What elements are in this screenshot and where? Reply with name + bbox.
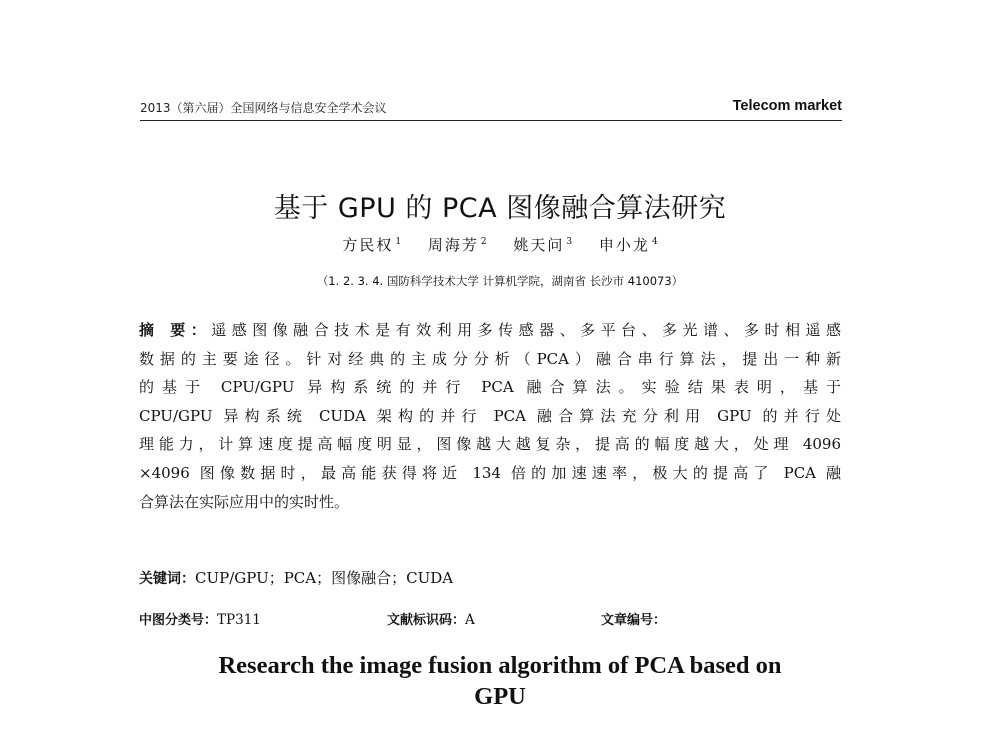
english-title-line-2: GPU xyxy=(474,683,526,710)
abstract-line-5: 理能力，计算速度提高幅度明显，图像越大越复杂，提高的幅度越大，处理 4096 xyxy=(139,435,841,454)
author-3: 姚天问 $^3$ xyxy=(513,236,573,254)
paper-title: 基于 GPU 的 PCA 图像融合算法研究 xyxy=(273,193,727,224)
abstract-line-7: 合算法在实际应用中的实时性。 xyxy=(139,492,350,511)
abstract-label: 摘 要： xyxy=(139,321,212,339)
keywords-label: 关键词： xyxy=(139,571,195,587)
clc-number: 中图分类号：TP311 xyxy=(139,612,261,628)
english-title xyxy=(0,650,1000,712)
abstract-line-3: 的基于 CPU/GPU 异构系统的并行 PCA 融合算法。实验结果表明，基于 xyxy=(139,378,841,397)
keywords xyxy=(139,567,841,588)
conference-name: 2013（第六届）全国网络与信息安全学术会议 xyxy=(140,101,387,115)
affiliation: （1. 2. 3. 4. 国防科学技术大学 计算机学院，湖南省 长沙市 410073） xyxy=(316,274,684,288)
abstract-line-4: CPU/GPU 异构系统 CUDA 架构的并行 PCA 融合算法充分利用 GPU 的并行处 xyxy=(139,406,841,425)
abstract-line-1: 摘 要：遥感图像融合技术是有效利用多传感器、多平台、多光谱、多时相遥感 xyxy=(139,321,841,339)
abstract-line-6: ×4096 图像数据时，最高能获得将近 134 倍的加速速率，极大的提高了 PCA 融 xyxy=(139,463,841,482)
journal-name: Telecom market xyxy=(732,98,842,114)
author-2: 周海芳 $^2$ xyxy=(427,236,487,254)
keywords-value: CUP/GPU；PCA；图像融合；CUDA xyxy=(195,569,454,587)
author-list xyxy=(0,234,1000,255)
author-4: 申小龙 $^4$ xyxy=(598,236,658,254)
english-title-line-1: Research the image fusion algorithm of PCA based on xyxy=(218,652,782,679)
document-code: 文献标识码：A xyxy=(387,612,475,628)
article-number: 文章编号： xyxy=(601,613,667,628)
abstract-line-2: 数据的主要途径。针对经典的主成分分析（PCA）融合串行算法，提出一种新 xyxy=(139,349,841,368)
classification-row xyxy=(139,609,841,629)
running-header xyxy=(140,98,842,121)
abstract xyxy=(139,316,841,516)
author-1: 方民权 $^1$ xyxy=(342,236,402,254)
